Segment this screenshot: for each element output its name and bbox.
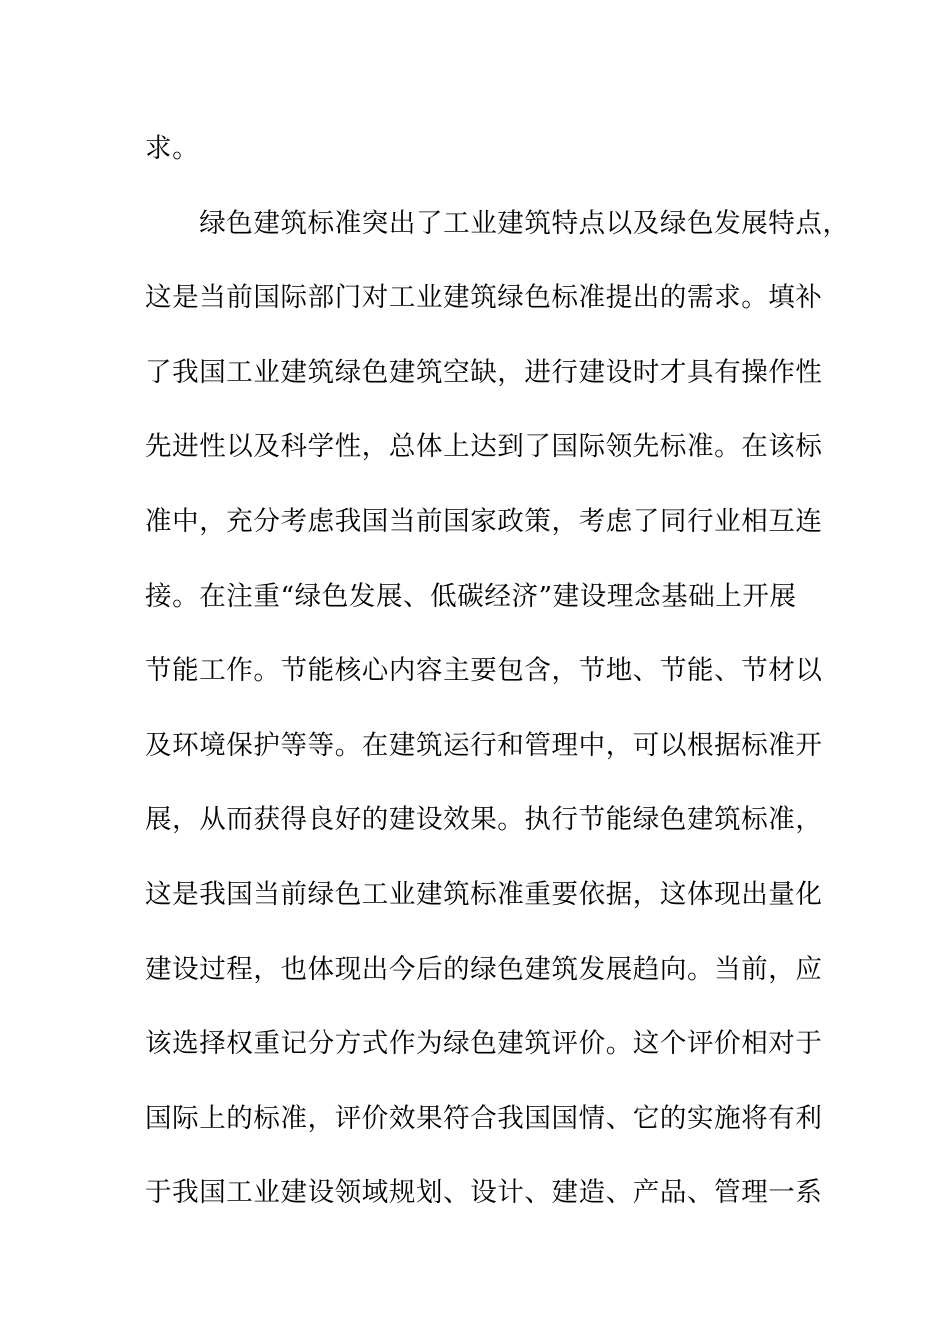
text-line-12: 建设过程，也体现出今后的绿色建筑发展趋向。当前，应: [145, 953, 823, 985]
text-line-11: 这是我国当前绿色工业建筑标准重要依据，这体现出量化: [145, 878, 823, 910]
text-line-7: 接。在注重“绿色发展、低碳经济”建设理念基础上开展: [145, 580, 797, 612]
text-line-2: 绿色建筑标准突出了工业建筑特点以及绿色发展特点，: [145, 207, 850, 239]
text-line-1: 求。: [145, 133, 200, 164]
text-line-8: 节能工作。节能核心内容主要包含，节地、节能、节材以: [145, 655, 823, 687]
text-line-6: 准中，充分考虑我国当前国家政策，考虑了同行业相互连: [145, 505, 823, 537]
text-line-10: 展，从而获得良好的建设效果。执行节能绿色建筑标准，: [145, 804, 823, 836]
body-text: [145, 124, 850, 1243]
text-line-5: 先进性以及科学性，总体上达到了国际领先标准。在该标: [145, 431, 823, 463]
text-line-15: 于我国工业建设领域规划、设计、建造、产品、管理一系: [145, 1177, 823, 1209]
text-line-13: 该选择权重记分方式作为绿色建筑评价。这个评价相对于: [145, 1028, 823, 1060]
text-line-4: 了我国工业建筑绿色建筑空缺，进行建设时才具有操作性: [145, 356, 823, 388]
text-line-9: 及环境保护等等。在建筑运行和管理中，可以根据标准开: [145, 729, 823, 761]
text-line-14: 国际上的标准，评价效果符合我国国情、它的实施将有利: [145, 1102, 823, 1134]
text-line-3: 这是当前国际部门对工业建筑绿色标准提出的需求。填补: [145, 282, 823, 314]
